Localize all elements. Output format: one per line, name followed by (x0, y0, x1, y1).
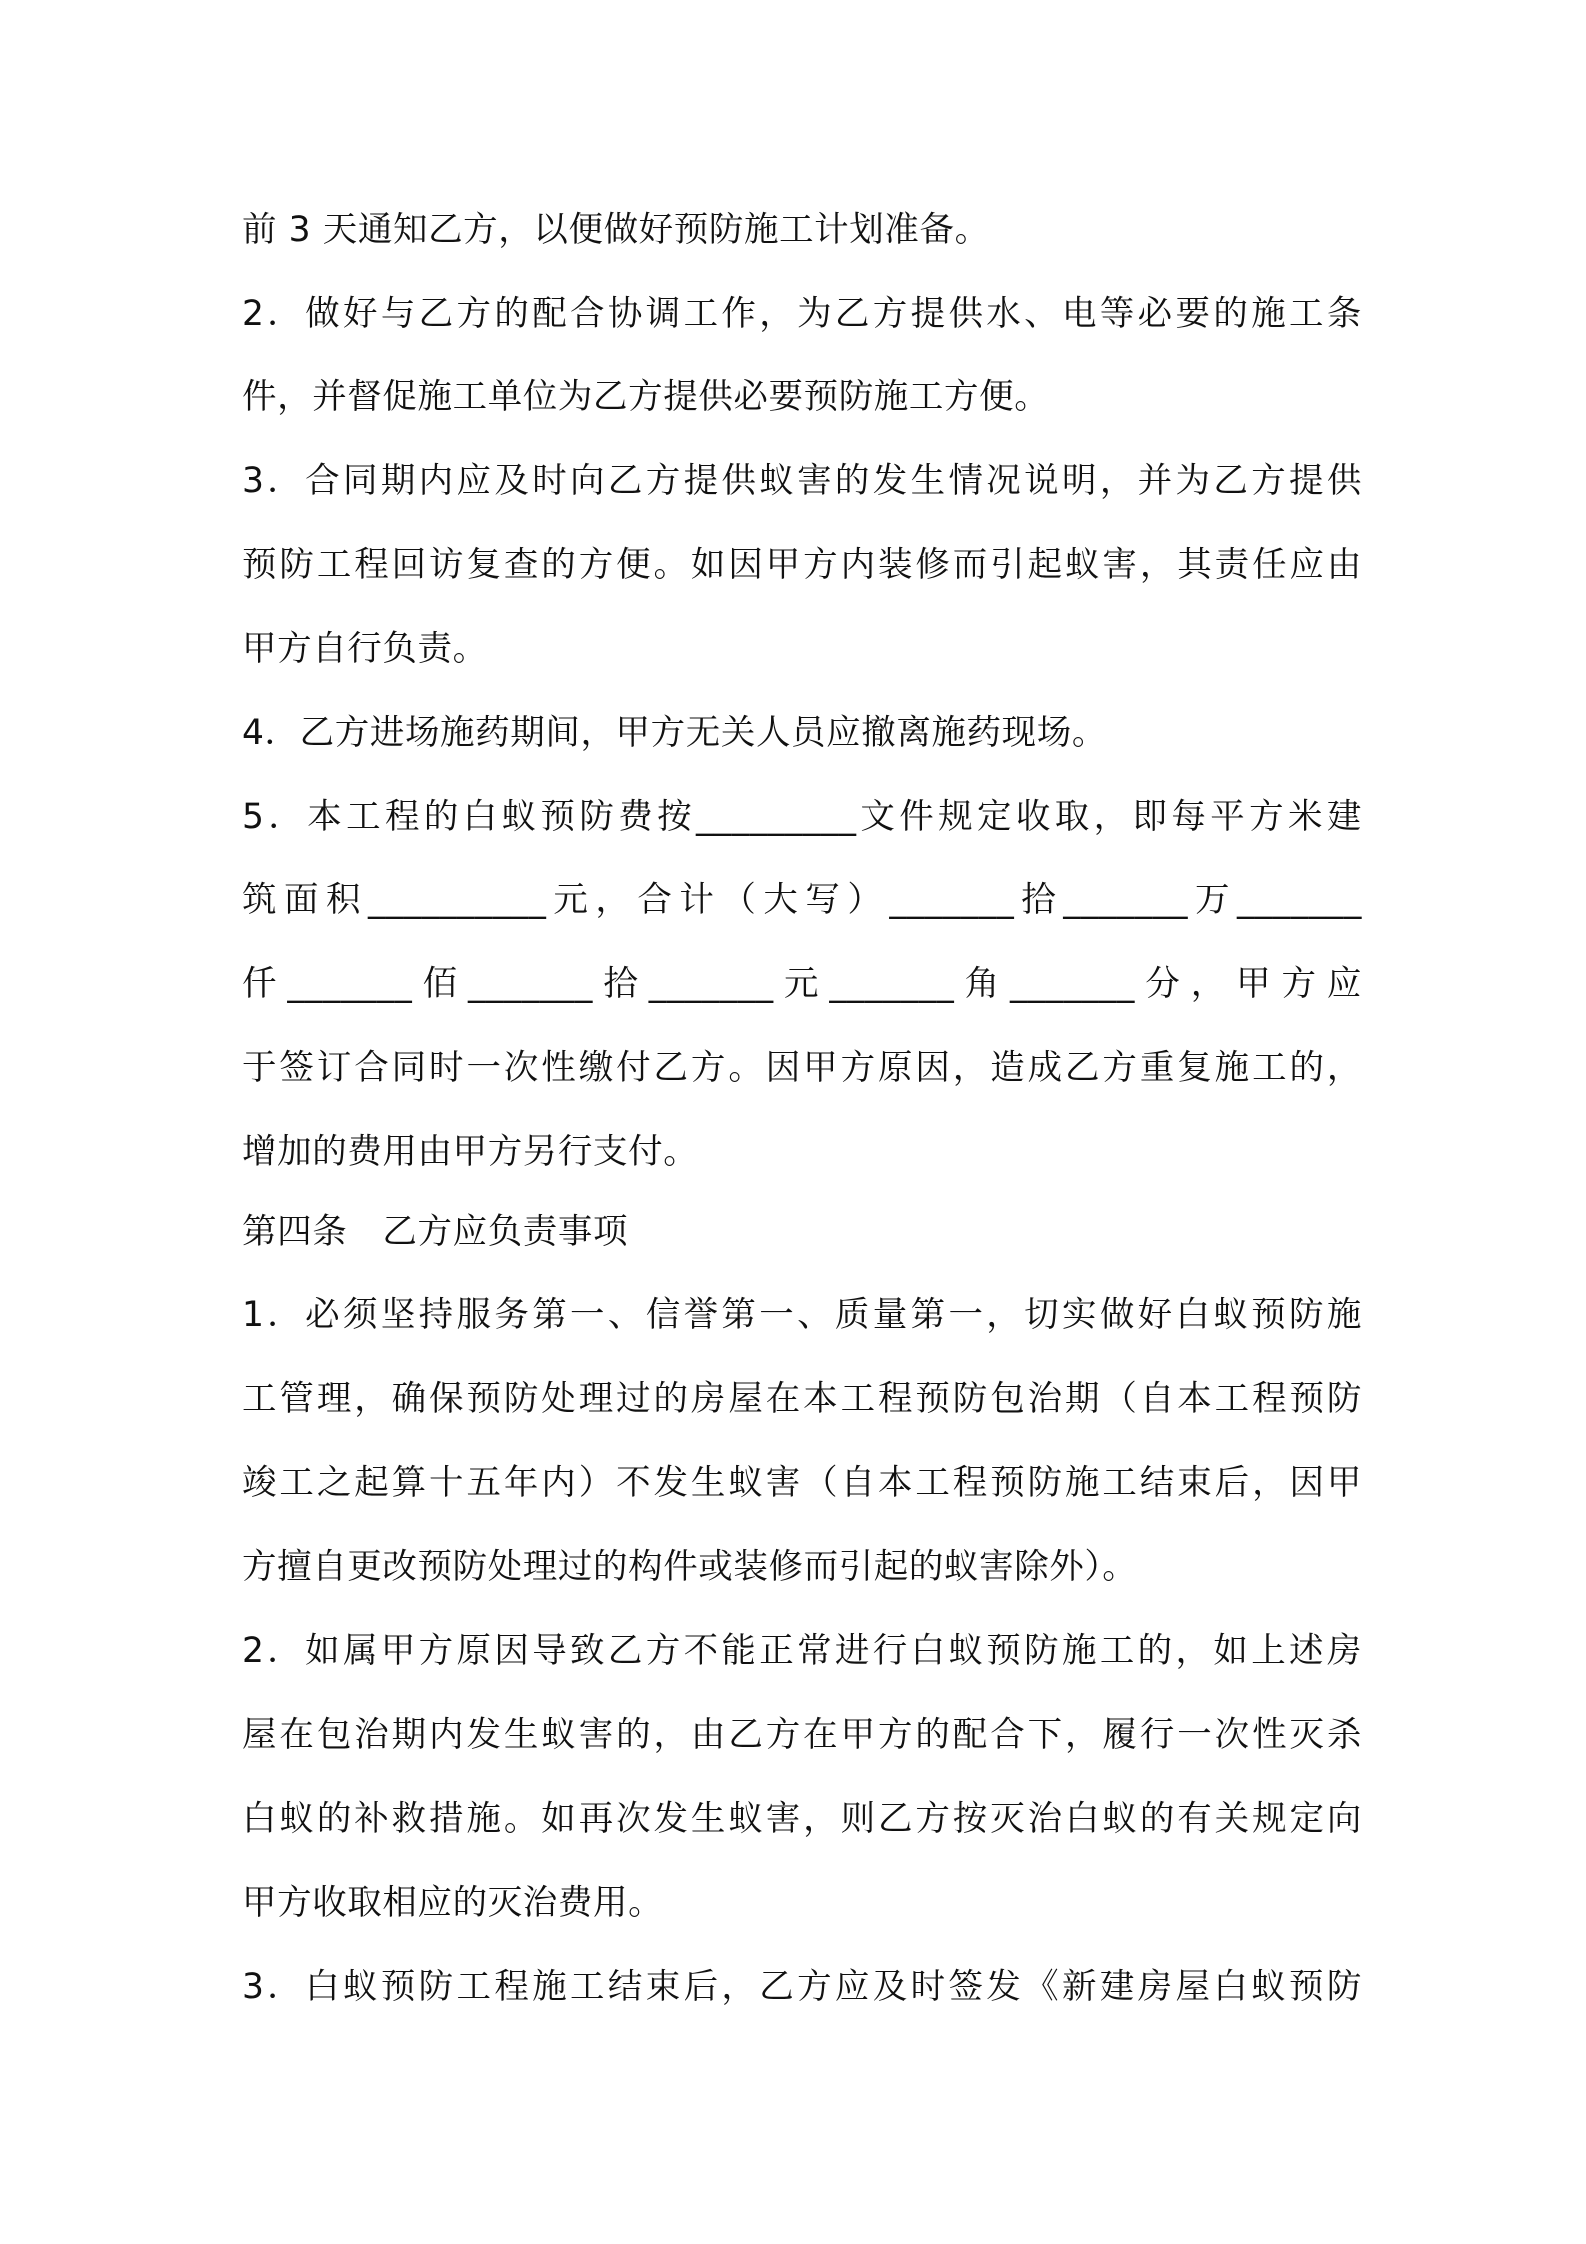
section-heading: 第四条 乙方应负责事项 (242, 1212, 629, 1252)
text-line: 前 3 天通知乙方，以便做好预防施工计划准备。 (242, 210, 990, 250)
text-line: 白蚁的补救措施。如再次发生蚁害，则乙方按灭治白蚁的有关规定向 (242, 1799, 1362, 1839)
text-line: 预防工程回访复查的方便。如因甲方内装修而引起蚁害，其责任应由 (242, 545, 1362, 585)
text-line: 2．如属甲方原因导致乙方不能正常进行白蚁预防施工的，如上述房 (242, 1631, 1362, 1671)
text-line: 工管理，确保预防处理过的房屋在本工程预防包治期（自本工程预防 (242, 1379, 1362, 1419)
text-line: 件，并督促施工单位为乙方提供必要预防施工方便。 (242, 377, 1050, 417)
text-line: 方擅自更改预防处理过的构件或装修而引起的蚁害除外）。 (242, 1547, 1138, 1587)
text-line: 仟_______佰_______拾_______元_______角_______分，甲方应 (242, 964, 1362, 1004)
text-line: 筑面积__________元，合计（大写）_______拾_______万_______ (242, 880, 1362, 920)
text-line: 3．白蚁预防工程施工结束后，乙方应及时签发《新建房屋白蚁预防 (242, 1967, 1362, 2007)
text-line: 1．必须坚持服务第一、信誉第一、质量第一，切实做好白蚁预防施 (242, 1295, 1362, 1335)
text-line: 竣工之起算十五年内）不发生蚁害（自本工程预防施工结束后，因甲 (242, 1463, 1362, 1503)
text-line: 4．乙方进场施药期间，甲方无关人员应撤离施药现场。 (242, 713, 1107, 753)
text-line: 2．做好与乙方的配合协调工作，为乙方提供水、电等必要的施工条 (242, 294, 1362, 334)
text-line: 屋在包治期内发生蚁害的，由乙方在甲方的配合下，履行一次性灭杀 (242, 1715, 1362, 1755)
text-line: 甲方自行负责。 (242, 629, 488, 669)
text-line: 甲方收取相应的灭治费用。 (242, 1883, 664, 1923)
text-line: 5．本工程的白蚁预防费按_________文件规定收取，即每平方米建 (242, 797, 1362, 837)
text-line: 3．合同期内应及时向乙方提供蚁害的发生情况说明，并为乙方提供 (242, 461, 1362, 501)
text-line: 增加的费用由甲方另行支付。 (242, 1132, 699, 1172)
text-line: 于签订合同时一次性缴付乙方。因甲方原因，造成乙方重复施工的， (242, 1048, 1362, 1088)
